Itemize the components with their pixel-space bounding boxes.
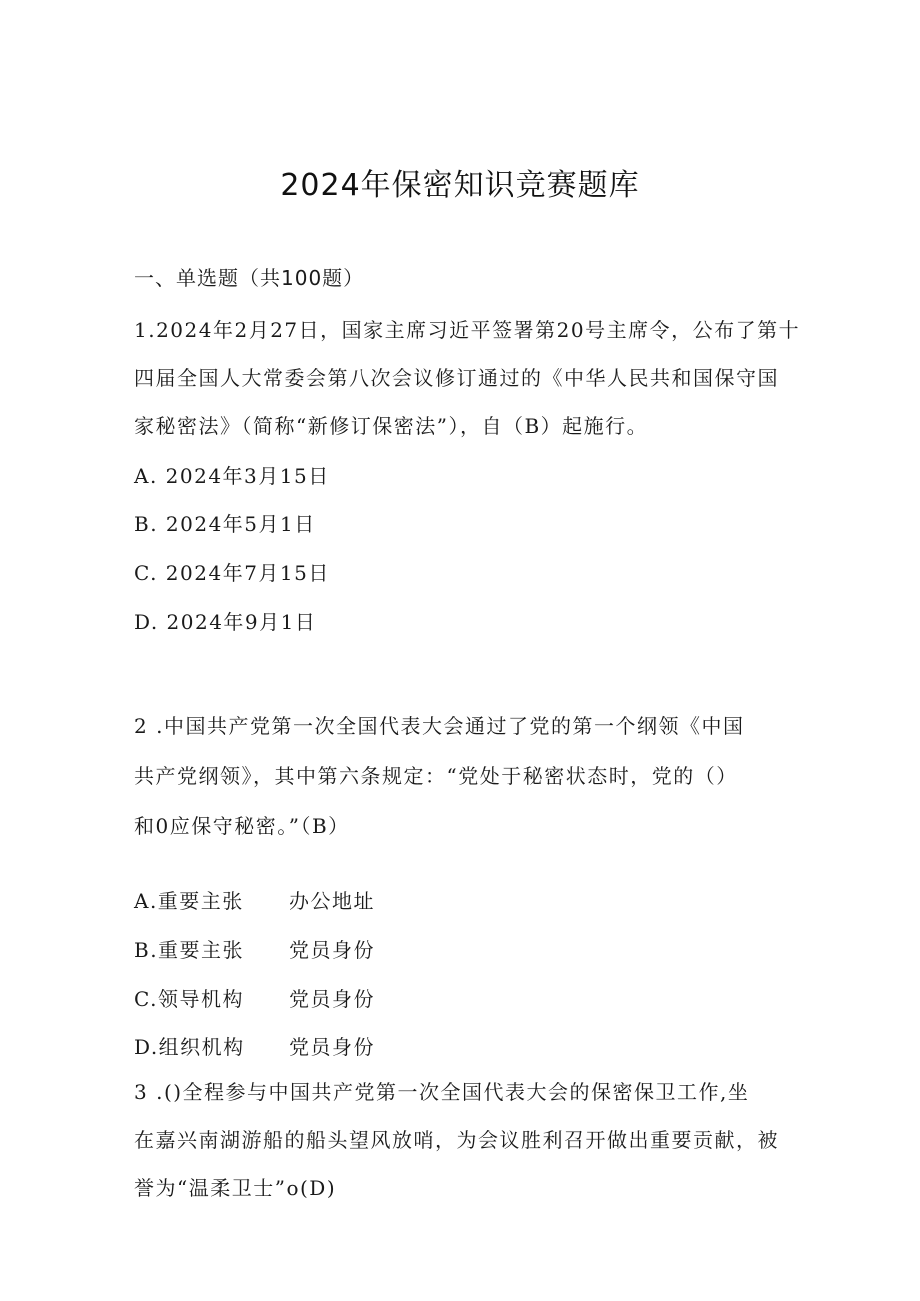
option-value: 党员身份 — [289, 987, 375, 1011]
question-1-stem-line-2: 四届全国人大常委会第八次会议修订通过的《中华人民共和国保守国 — [134, 366, 779, 390]
option-label: B.重要主张 — [134, 938, 245, 962]
question-2-option-d — [134, 1031, 375, 1060]
question-3-stem-line-3: 誉为“温柔卫士”o(D) — [134, 1176, 337, 1200]
section-heading: 一、单选题（共100题） — [134, 266, 365, 290]
question-2-stem-line-2: 共产党纲领》，其中第六条规定：“党处于秘密状态时，党的（） — [134, 764, 738, 788]
option-value: 党员身份 — [289, 1035, 375, 1059]
question-2-option-b — [134, 934, 375, 963]
question-2-stem-line-3: 和0应保守秘密。”（B） — [134, 814, 350, 838]
question-2-option-c — [134, 983, 375, 1012]
document-title: 2024年保密知识竞赛题库 — [280, 168, 640, 203]
option-value: 办公地址 — [289, 889, 375, 913]
question-2-option-a — [134, 885, 375, 914]
option-label: A.重要主张 — [134, 889, 244, 913]
question-3-stem-line-1: 3 .()全程参与中国共产党第一次全国代表大会的保密保卫工作,坐 — [134, 1080, 750, 1104]
question-1-stem-line-3: 家秘密法》（简称“新修订保密法”），自（B）起施行。 — [134, 414, 649, 438]
question-3-stem-line-2: 在嘉兴南湖游船的船头望风放哨，为会议胜利召开做出重要贡献，被 — [134, 1128, 779, 1152]
question-1-option-d: D. 2024年9月1日 — [134, 610, 317, 634]
question-1-stem-line-1: 1.2024年2月27日，国家主席习近平签署第20号主席令，公布了第十 — [134, 318, 801, 342]
option-label: D.组织机构 — [134, 1035, 245, 1059]
question-1-option-a: A. 2024年3月15日 — [134, 464, 330, 488]
question-2-stem-line-1: 2 .中国共产党第一次全国代表大会通过了党的第一个纲领《中国 — [134, 714, 745, 738]
option-label: C.领导机构 — [134, 987, 244, 1011]
question-1-option-b: B. 2024年5月1日 — [134, 512, 316, 536]
question-1-option-c: C. 2024年7月15日 — [134, 561, 330, 585]
option-value: 党员身份 — [289, 938, 375, 962]
